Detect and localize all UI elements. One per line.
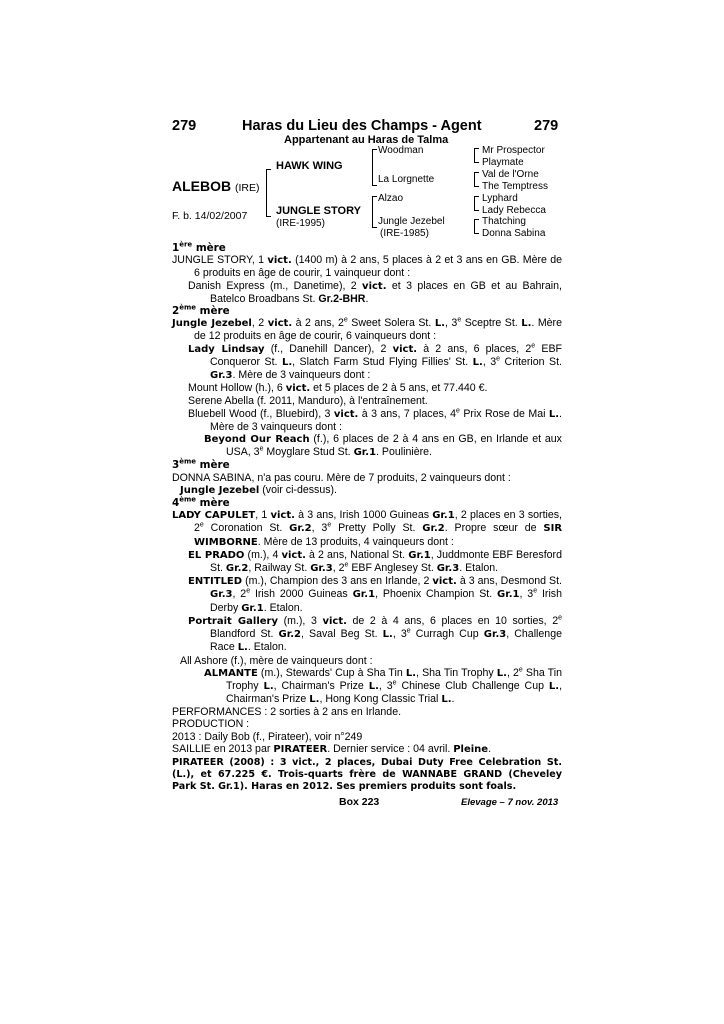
production-heading: PRODUCTION : xyxy=(172,718,250,731)
entry-lady-lindsay: Lady Lindsay (f., Danehill Dancer), 2 vict. à 2 ans, 6 places, 2e EBF Conqueror St. L., Slatch Farm Stud Flying Fillies' St. L., 3e Criterion St. Gr.3. Mère de 3 vainqueurs dont : xyxy=(188,342,562,382)
saillie-line: SAILLIE en 2013 par PIRATEER. Dernier service : 04 avril. Pleine. xyxy=(172,743,492,756)
gen3-ssd: Playmate xyxy=(482,157,524,168)
entry-portrait-gallery: Portrait Gallery (m.), 3 vict. de 2 à 4 ans, 6 places en 10 sorties, 2e Blandford St. Gr.2, Saval Beg St. L., 3e Curragh Cup Gr.3, Challenge Race L.. Etalon. xyxy=(188,614,562,654)
entry-entitled: ENTITLED (m.), Champion des 3 ans en Irlande, 2 vict. à 3 ans, Desmond St. Gr.3, 2e Irish 2000 Guineas Gr.1, Phoenix Champion St. Gr.1, 3e Irish Derby Gr.1. Etalon. xyxy=(188,575,562,614)
bracket-dam-parents xyxy=(372,196,377,228)
page-footer xyxy=(172,796,562,810)
dam: JUNGLE STORY xyxy=(276,205,361,217)
section-fourth-dam: 4ème mère xyxy=(172,495,230,510)
gen3-ddd: Donna Sabina xyxy=(482,228,546,239)
horse-name: ALEBOB xyxy=(172,178,232,194)
production-2013: 2013 : Daily Bob (f., Pirateer), voir n°249 xyxy=(172,730,363,743)
dam-dam: Jungle Jezebel xyxy=(378,216,445,227)
dam-origin: (IRE-1995) xyxy=(276,218,325,229)
dam-dam-origin: (IRE-1985) xyxy=(380,228,429,239)
entry-donna-sabina: DONNA SABINA, n'a pas couru. Mère de 7 produits, 2 vainqueurs dont : xyxy=(172,471,511,484)
entry-mount-hollow: Mount Hollow (h.), 6 vict. et 5 places de 2 à 5 ans, et 77.440 €. xyxy=(188,382,488,395)
horse-origin: (IRE) xyxy=(235,182,260,194)
horse-name-block xyxy=(172,178,260,194)
gen3-dss: Lyphard xyxy=(482,193,518,204)
entry-jungle-jezebel: Jungle Jezebel, 2 vict. à 2 ans, 2e Sweet Solera St. L., 3e Sceptre St. L.. Mère de 12 produits en âge de courir, 6 vainqueurs dont : xyxy=(172,316,562,343)
entry-bluebell-wood: Bluebell Wood (f., Bluebird), 3 vict. à 3 ans, 7 places, 4e Prix Rose de Mai L.. Mère de 3 vainqueurs dont : xyxy=(188,407,562,433)
entry-el-prado: EL PRADO (m.), 4 vict. à 2 ans, National St. Gr.1, Juddmonte EBF Beresford St. Gr.2, Railway St. Gr.3, 2e EBF Anglesey St. Gr.3. Etalon. xyxy=(188,548,562,575)
gen3-sdd: The Temptress xyxy=(482,181,548,192)
entry-beyond-our-reach: Beyond Our Reach (f.), 6 places de 2 à 4 ans en GB, en Irlande et aux USA, 3e Moyglare Stud St. Gr.1. Poulinière. xyxy=(204,433,562,459)
entry-serene-abella: Serene Abella (f. 2011, Manduro), à l'entraînement. xyxy=(188,395,428,408)
sire-dam: La Lorgnette xyxy=(378,174,435,185)
pirateer-description: PIRATEER (2008) : 3 vict., 2 places, Dubai Duty Free Celebration St. (L.), et 67.225 €. Trois-quarts frère de WANNABE GRAND (Cheveley Park St. Gr.1). Haras en 2012. Ses premiers produits sont foals. xyxy=(172,756,562,793)
lot-number-left: 279 xyxy=(172,118,197,134)
gen3-sds: Val de l'Orne xyxy=(482,169,539,180)
entry-almante: ALMANTE (m.), Stewards' Cup à Sha Tin L., Sha Tin Trophy L., 2e Sha Tin Trophy L., Chairman's Prize L., 3e Chinese Club Challenge Cup L., Chairman's Prize L., Hong Kong Classic Trial L.. xyxy=(204,666,563,706)
bracket-gen3-4 xyxy=(474,219,479,234)
publication-source: Elevage – 7 nov. 2013 xyxy=(461,797,559,808)
section-second-dam: 2ème mère xyxy=(172,303,230,318)
dam-sire: Alzao xyxy=(378,193,404,204)
family-notes xyxy=(172,242,562,706)
bracket-sire-dam xyxy=(266,169,271,217)
entry-jungle-story-name: JUNGLE STORY xyxy=(172,254,252,267)
box-number: Box 223 xyxy=(339,796,380,808)
bracket-gen3-1 xyxy=(474,148,479,163)
section-third-dam: 3ème mère xyxy=(172,457,230,472)
consignor-title: Haras du Lieu des Champs - Agent xyxy=(242,118,482,134)
entry-all-ashore: All Ashore (f.), mère de vainqueurs dont : xyxy=(180,654,373,667)
performances-line: PERFORMANCES : 2 sorties à 2 ans en Irlande. xyxy=(172,706,402,718)
sire: HAWK WING xyxy=(276,160,343,172)
entry-jungle-jezebel-ref: Jungle Jezebel (voir ci-dessus). xyxy=(180,483,337,496)
gen3-sss: Mr Prospector xyxy=(482,145,545,156)
gen3-dds: Thatching xyxy=(482,216,526,227)
entry-danish-express: Danish Express (m., Danetime), 2 vict. et 3 places en GB et au Bahrain, Batelco Broadbans St. Gr.2-BHR. xyxy=(188,279,562,305)
section-first-dam: 1ère mère xyxy=(172,240,226,254)
sire-sire: Woodman xyxy=(378,145,424,156)
horse-description: F. b. 14/02/2007 xyxy=(172,210,248,222)
gen3-dsd: Lady Rebecca xyxy=(482,205,546,216)
entry-jungle-story: JUNGLE STORY, 1 vict. (1400 m) à 2 ans, 5 places à 2 et 3 ans en GB. Mère de 6 produits en âge de courir, 1 vainqueur dont : xyxy=(172,254,562,280)
bracket-gen3-3 xyxy=(474,196,479,211)
entry-lady-capulet: LADY CAPULET, 1 vict. à 3 ans, Irish 1000 Guineas Gr.1, 2 places en 3 sorties, 2e Coronation St. Gr.2, 3e Pretty Polly St. Gr.2. Propre sœur de SIR WIMBORNE. Mère de 13 produits, 4 vainqueurs dont : xyxy=(172,509,563,548)
bracket-gen3-2 xyxy=(474,172,479,187)
consignor-subtitle: Appartenant au Haras de Talma xyxy=(284,134,449,146)
performance-section xyxy=(172,706,562,794)
lot-number-right: 279 xyxy=(534,118,559,134)
bracket-sire-parents xyxy=(372,149,377,186)
